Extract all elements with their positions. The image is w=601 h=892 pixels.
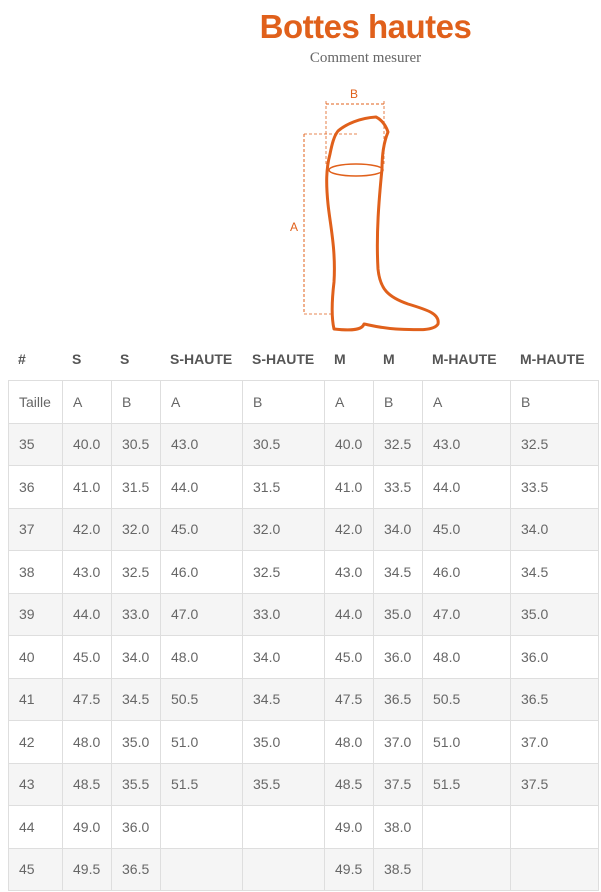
header-s-haute-b: S-HAUTE xyxy=(252,351,315,367)
label-b: B xyxy=(350,87,359,101)
table-cell xyxy=(423,848,511,891)
table-cell: 37.5 xyxy=(374,763,423,806)
table-cell: 44.0 xyxy=(423,466,511,509)
table-cell: 35.0 xyxy=(112,721,161,764)
table-cell: 36.0 xyxy=(374,636,423,679)
table-cell: 32.5 xyxy=(112,551,161,594)
size-table xyxy=(8,380,599,891)
size-column-headers xyxy=(0,351,601,371)
table-cell: 37 xyxy=(9,508,63,551)
header-s-haute-a: S-HAUTE xyxy=(170,351,233,367)
table-row xyxy=(9,721,599,764)
table-cell: 34.0 xyxy=(112,636,161,679)
table-cell: 36.5 xyxy=(374,678,423,721)
table-cell: 36.5 xyxy=(112,848,161,891)
table-cell: 33.5 xyxy=(374,466,423,509)
table-cell: 34.5 xyxy=(511,551,599,594)
table-cell: 50.5 xyxy=(423,678,511,721)
table-cell: 50.5 xyxy=(161,678,243,721)
table-cell: 51.0 xyxy=(161,721,243,764)
table-cell: 33.0 xyxy=(112,593,161,636)
table-cell: 36.0 xyxy=(511,636,599,679)
table-row xyxy=(9,593,599,636)
table-cell: 41 xyxy=(9,678,63,721)
table-cell: 45.0 xyxy=(161,508,243,551)
table-cell xyxy=(243,848,325,891)
table-cell: 32.5 xyxy=(243,551,325,594)
table-cell: 48.0 xyxy=(423,636,511,679)
table-cell: 35.0 xyxy=(243,721,325,764)
table-cell: 48.5 xyxy=(63,763,112,806)
table-cell: 46.0 xyxy=(423,551,511,594)
table-row xyxy=(9,551,599,594)
table-cell: A xyxy=(325,381,374,424)
table-cell: 45.0 xyxy=(325,636,374,679)
table-cell: 40.0 xyxy=(63,423,112,466)
table-cell: 30.5 xyxy=(112,423,161,466)
table-cell: 33.0 xyxy=(243,593,325,636)
table-cell xyxy=(511,806,599,849)
table-cell: 44.0 xyxy=(63,593,112,636)
table-cell: 31.5 xyxy=(112,466,161,509)
table-cell: 34.5 xyxy=(112,678,161,721)
table-cell: 44 xyxy=(9,806,63,849)
table-cell: 41.0 xyxy=(63,466,112,509)
table-cell: 43.0 xyxy=(423,423,511,466)
page-subtitle: Comment mesurer xyxy=(309,50,422,66)
table-cell: B xyxy=(112,381,161,424)
table-row xyxy=(9,636,599,679)
table-cell: 38.0 xyxy=(374,806,423,849)
table-cell: A xyxy=(423,381,511,424)
table-cell: 43.0 xyxy=(325,551,374,594)
table-cell: 34.0 xyxy=(374,508,423,551)
table-subheader-row xyxy=(9,381,599,424)
table-cell: 48.0 xyxy=(325,721,374,764)
header-m-haute-a: M-HAUTE xyxy=(432,351,497,367)
table-row xyxy=(9,806,599,849)
table-cell: 32.5 xyxy=(511,423,599,466)
table-row xyxy=(9,763,599,806)
header-s-b: S xyxy=(120,351,130,367)
table-cell: 34.0 xyxy=(511,508,599,551)
table-cell: 48.0 xyxy=(63,721,112,764)
table-row xyxy=(9,466,599,509)
table-cell: 42.0 xyxy=(325,508,374,551)
table-cell: B xyxy=(511,381,599,424)
table-cell: 37.0 xyxy=(511,721,599,764)
table-cell: 43.0 xyxy=(161,423,243,466)
table-cell: 35.5 xyxy=(243,763,325,806)
header-m-b: M xyxy=(383,351,395,367)
table-cell: 47.5 xyxy=(63,678,112,721)
table-cell xyxy=(161,848,243,891)
table-cell: 48.5 xyxy=(325,763,374,806)
table-cell: 31.5 xyxy=(243,466,325,509)
table-cell: 30.5 xyxy=(243,423,325,466)
table-cell: 41.0 xyxy=(325,466,374,509)
table-cell xyxy=(243,806,325,849)
table-cell: 36 xyxy=(9,466,63,509)
header-s-a: S xyxy=(72,351,82,367)
page-title: Bottes hautes xyxy=(259,8,472,45)
table-cell: 42 xyxy=(9,721,63,764)
table-cell: 44.0 xyxy=(325,593,374,636)
table-cell xyxy=(423,806,511,849)
table-cell: 46.0 xyxy=(161,551,243,594)
table-cell: 33.5 xyxy=(511,466,599,509)
table-cell: 32.0 xyxy=(243,508,325,551)
table-cell: B xyxy=(374,381,423,424)
table-cell xyxy=(161,806,243,849)
table-cell: 37.0 xyxy=(374,721,423,764)
table-cell: 45.0 xyxy=(63,636,112,679)
table-cell: 37.5 xyxy=(511,763,599,806)
table-cell: 40 xyxy=(9,636,63,679)
table-cell: 35 xyxy=(9,423,63,466)
table-cell: 51.5 xyxy=(423,763,511,806)
table-cell: 36.5 xyxy=(511,678,599,721)
table-cell: 36.0 xyxy=(112,806,161,849)
table-cell: 44.0 xyxy=(161,466,243,509)
table-cell: 48.0 xyxy=(161,636,243,679)
table-cell: Taille xyxy=(9,381,63,424)
table-cell: 32.5 xyxy=(374,423,423,466)
table-cell xyxy=(511,848,599,891)
table-row xyxy=(9,508,599,551)
table-cell: 43.0 xyxy=(63,551,112,594)
header-hash: # xyxy=(18,351,26,367)
table-cell: 38 xyxy=(9,551,63,594)
table-cell: 34.0 xyxy=(243,636,325,679)
table-cell: 43 xyxy=(9,763,63,806)
table-cell: 34.5 xyxy=(243,678,325,721)
table-cell: 42.0 xyxy=(63,508,112,551)
table-cell: 39 xyxy=(9,593,63,636)
table-cell: 32.0 xyxy=(112,508,161,551)
table-cell: 49.0 xyxy=(63,806,112,849)
table-cell: 49.5 xyxy=(63,848,112,891)
table-cell: 40.0 xyxy=(325,423,374,466)
label-a: A xyxy=(290,220,299,234)
table-cell: 49.5 xyxy=(325,848,374,891)
table-cell: 35.0 xyxy=(374,593,423,636)
table-cell: 47.0 xyxy=(423,593,511,636)
table-cell: 47.5 xyxy=(325,678,374,721)
table-cell: B xyxy=(243,381,325,424)
table-row xyxy=(9,678,599,721)
table-cell: 34.5 xyxy=(374,551,423,594)
table-cell: A xyxy=(63,381,112,424)
table-cell: 45 xyxy=(9,848,63,891)
table-row xyxy=(9,848,599,891)
table-cell: 45.0 xyxy=(423,508,511,551)
header-m-a: M xyxy=(334,351,346,367)
tall-boot-icon xyxy=(278,84,448,338)
table-cell: 49.0 xyxy=(325,806,374,849)
header-m-haute-b: M-HAUTE xyxy=(520,351,585,367)
table-cell: 35.0 xyxy=(511,593,599,636)
table-row xyxy=(9,423,599,466)
table-cell: A xyxy=(161,381,243,424)
table-cell: 47.0 xyxy=(161,593,243,636)
table-cell: 51.0 xyxy=(423,721,511,764)
table-cell: 35.5 xyxy=(112,763,161,806)
table-cell: 51.5 xyxy=(161,763,243,806)
table-cell: 38.5 xyxy=(374,848,423,891)
